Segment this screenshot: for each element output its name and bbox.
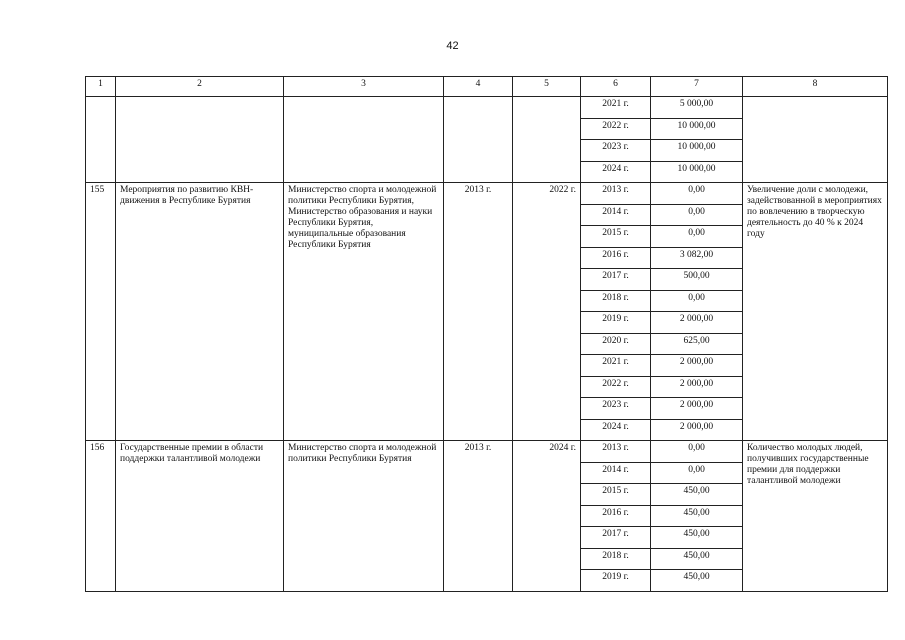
header-row [86, 77, 888, 97]
amount-cell: 10 000,00 [651, 161, 743, 183]
year-cell: 2021 г. [581, 355, 651, 377]
table-row [86, 183, 888, 205]
year-cell: 2019 г. [581, 570, 651, 592]
amount-cell: 10 000,00 [651, 118, 743, 140]
year-cell: 2022 г. [581, 118, 651, 140]
year-cell: 2021 г. [581, 97, 651, 119]
year-cell: 2016 г. [581, 505, 651, 527]
entry-executor: Министерство спорта и молодежной политики Республики Бурятия [284, 441, 444, 592]
amount-cell: 10 000,00 [651, 140, 743, 162]
start-cell [444, 97, 513, 183]
amount-cell: 450,00 [651, 484, 743, 506]
entry-end-year: 2022 г. [513, 183, 581, 441]
column-header: 8 [743, 77, 888, 97]
entry-name: Мероприятия по развитию КВН-движения в Республике Бурятия [116, 183, 284, 441]
name-cell [116, 97, 284, 183]
year-cell: 2013 г. [581, 441, 651, 463]
amount-cell: 2 000,00 [651, 398, 743, 420]
year-cell: 2013 г. [581, 183, 651, 205]
amount-cell: 450,00 [651, 570, 743, 592]
year-cell: 2017 г. [581, 527, 651, 549]
amount-cell: 450,00 [651, 548, 743, 570]
amount-cell: 0,00 [651, 441, 743, 463]
amount-cell: 500,00 [651, 269, 743, 291]
amount-cell: 0,00 [651, 204, 743, 226]
amount-cell: 450,00 [651, 505, 743, 527]
end-cell [513, 97, 581, 183]
year-cell: 2015 г. [581, 484, 651, 506]
table-row [86, 97, 888, 119]
column-header: 3 [284, 77, 444, 97]
year-cell: 2019 г. [581, 312, 651, 334]
year-cell: 2015 г. [581, 226, 651, 248]
year-cell: 2014 г. [581, 204, 651, 226]
entry-goal: Количество молодых людей, получивших государственные премии для поддержки талантливой молодежи [743, 441, 888, 592]
entry-goal: Увеличение доли с молодежи, задействованной в мероприятиях по вовлечению в творческую деятельность до 40 % к 2024 году [743, 183, 888, 441]
amount-cell: 0,00 [651, 290, 743, 312]
program-table [85, 76, 888, 592]
amount-cell: 625,00 [651, 333, 743, 355]
entry-end-year: 2024 г. [513, 441, 581, 592]
page-number: 42 [446, 40, 459, 52]
amount-cell: 2 000,00 [651, 355, 743, 377]
year-cell: 2017 г. [581, 269, 651, 291]
column-header: 1 [86, 77, 116, 97]
entry-number: 155 [86, 183, 116, 441]
entry-start-year: 2013 г. [444, 183, 513, 441]
year-cell: 2023 г. [581, 398, 651, 420]
year-cell: 2022 г. [581, 376, 651, 398]
num-cell [86, 97, 116, 183]
amount-cell: 0,00 [651, 462, 743, 484]
column-header: 4 [444, 77, 513, 97]
year-cell: 2023 г. [581, 140, 651, 162]
goal-cell [743, 97, 888, 183]
year-cell: 2018 г. [581, 290, 651, 312]
table-row [86, 441, 888, 463]
column-header: 6 [581, 77, 651, 97]
year-cell: 2024 г. [581, 419, 651, 441]
year-cell: 2014 г. [581, 462, 651, 484]
year-cell: 2024 г. [581, 161, 651, 183]
entry-number: 156 [86, 441, 116, 592]
amount-cell: 3 082,00 [651, 247, 743, 269]
amount-cell: 0,00 [651, 183, 743, 205]
executor-cell [284, 97, 444, 183]
column-header: 5 [513, 77, 581, 97]
entry-executor: Министерство спорта и молодежной политики Республики Бурятия, Министерство образования и науки Республики Бурятия, муниципальные образования Республики Бурятия [284, 183, 444, 441]
amount-cell: 2 000,00 [651, 419, 743, 441]
amount-cell: 450,00 [651, 527, 743, 549]
entry-name: Государственные премии в области поддержки талантливой молодежи [116, 441, 284, 592]
amount-cell: 2 000,00 [651, 312, 743, 334]
amount-cell: 5 000,00 [651, 97, 743, 119]
year-cell: 2020 г. [581, 333, 651, 355]
entry-start-year: 2013 г. [444, 441, 513, 592]
year-cell: 2018 г. [581, 548, 651, 570]
column-header: 2 [116, 77, 284, 97]
year-cell: 2016 г. [581, 247, 651, 269]
amount-cell: 0,00 [651, 226, 743, 248]
amount-cell: 2 000,00 [651, 376, 743, 398]
column-header: 7 [651, 77, 743, 97]
